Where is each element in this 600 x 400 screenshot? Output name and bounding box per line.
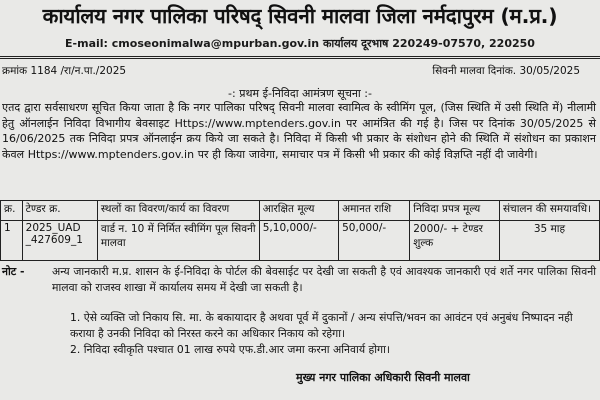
office-contact: E-mail: cmoseonimalwa@mpurban.gov.in कार्यालय दूरभाष 220249-07570, 220250 bbox=[65, 37, 535, 50]
header-form-price: निविदा प्रपत्र मूल्य bbox=[410, 201, 500, 221]
cell-serial: 1 bbox=[1, 221, 23, 261]
table-row bbox=[1, 221, 600, 261]
note-label: नोट - bbox=[2, 265, 25, 278]
signatory: मुख्य नगर पालिका अधिकारी सिवनी मालवा bbox=[296, 371, 470, 384]
notice-body: एतद द्वारा सर्वसाधरण सूचित किया जाता है कि नगर पालिका परिषद् सिवनी मालवा स्वामित्व के स्वीमिंग पूल, (जिस स्थिति में उसी स्थिति में) नीलामी हेतु ऑनलाईन निविदा विभागीय बेवसाइट Https://www.mptenders.gov.in पर आमंत्रित की गई है। जिस पर दिनांक 30/05/2025 से 16/06/2025 तक निविदा प्रपत्र ऑनलाईन क्रय किये जा सकते है। निविदा में किसी भी प्रकार के संशोधन होने की स्थिति में संशोधन का प्रकाशन केवल Https://www.mptenders.gov.in पर ही किया जावेगा, समाचार पत्र में किसी भी प्रकार की कोई विज्ञप्ति नहीं दी जावेगी। bbox=[2, 101, 596, 161]
header-divider-2 bbox=[0, 58, 600, 59]
cell-form-price: 2000/- + टेण्डर शुल्क bbox=[410, 221, 500, 261]
cell-reserve-price: 5,10,000/- bbox=[259, 221, 338, 261]
office-title: कार्यालय नगर पालिका परिषद् सिवनी मालवा जिला नर्मदापुरम (म.प्र.) bbox=[42, 4, 558, 28]
note-item-2: 2. निविदा स्वीकृति पश्चात 01 लाख रुपये एफ.डी.आर जमा करना अनिवार्य होगा। bbox=[70, 343, 391, 356]
cell-duration: 35 माह bbox=[499, 221, 599, 261]
cell-tender-no: 2025_UAD _427609_1 bbox=[22, 221, 97, 261]
place-date: सिवनी मालवा दिनांक. 30/05/2025 bbox=[432, 65, 580, 77]
header-description: स्थलों का विवरण/कार्य का विवरण bbox=[97, 201, 259, 221]
note-intro: अन्य जानकारी म.प्र. शासन के ई-निविदा के पोर्टल की बेवसाईट पर देखी जा सकती है एवं आवश्यक जानकारी एवं शर्ते नगर पालिका सिवनी मालवा को राजस्व शाखा में कार्यालय समय में देखी जा सकती है। bbox=[52, 265, 596, 294]
header-serial: क्र. bbox=[1, 201, 23, 221]
header-divider bbox=[0, 56, 600, 57]
cell-deposit: 50,000/- bbox=[339, 221, 410, 261]
tender-table bbox=[0, 200, 600, 261]
header-deposit: अमानत राशि bbox=[339, 201, 410, 221]
notice-heading: -: प्रथम ई-निविदा आमंत्रण सूचना :- bbox=[228, 87, 372, 100]
header-duration: संचालन की समयावधि। bbox=[499, 201, 599, 221]
reference-number: क्रमांक 1184 /रा/न.पा./2025 bbox=[2, 65, 127, 77]
note-item-1: 1. ऐसे व्यक्ति जो निकाय सि. मा. के बकायादार है अथवा पूर्व में दुकानों / अन्य संपत्ति/भवन का आवंटन एवं अनुबंध निष्पादन नही कराया है उनकी निविदा को निरस्त करने का अधिकार निकाय को रहेगा। bbox=[70, 311, 573, 340]
header-reserve-price: आरक्षित मूल्य bbox=[259, 201, 338, 221]
cell-description: वार्ड न. 10 में निर्मित स्वीमिंग पूल सिवनी मालवा bbox=[97, 221, 259, 261]
table-header-row bbox=[1, 201, 600, 221]
reference-row bbox=[0, 64, 600, 80]
header-tender-no: टेण्डर क्र. bbox=[22, 201, 97, 221]
